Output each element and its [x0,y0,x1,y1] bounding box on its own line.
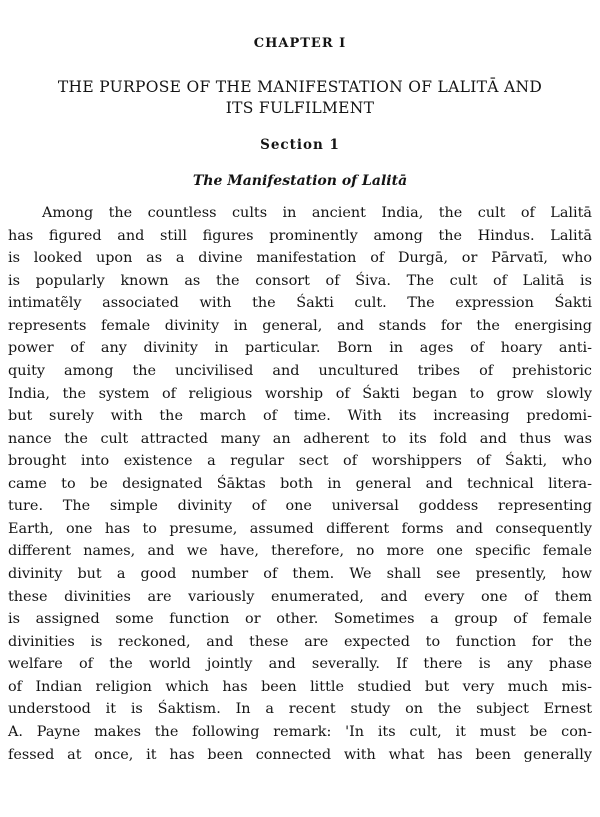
text-line: intimatẽly associated with the Śakti cult. The expression Śakti [8,295,592,312]
body-text [8,202,592,766]
text-line: India, the system of religious worship of Śakti began to grow slowly [8,385,592,402]
text-line: different names, and we have, therefore, no more one specific female [8,543,592,560]
chapter-title-line: ITS FULFILMENT [225,99,375,117]
text-line: is popularly known as the consort of Śiva. The cult of Lalitā is [8,272,592,289]
text-line: power of any divinity in particular. Born in ages of hoary anti- [8,340,592,357]
text-line: ture. The simple divinity of one universal goddess representing [8,498,592,515]
text-line: brought into existence a regular sect of worshippers of Śakti, who [8,453,592,470]
section-subtitle: The Manifestation of Lalitā [192,173,408,189]
text-line: quity among the uncivilised and uncultured tribes of prehistoric [8,362,592,379]
text-line: A. Payne makes the following remark: 'In its cult, it must be con- [8,723,592,740]
text-line: of Indian religion which has been little studied but very much mis- [8,678,592,695]
text-line: but surely with the march of time. With its increasing predomi- [8,408,592,425]
text-line: divinities is reckoned, and these are expected to function for the [8,633,592,650]
text-line: came to be designated Śāktas both in general and technical litera- [8,475,592,492]
text-line: nance the cult attracted many an adherent to its fold and thus was [8,430,592,447]
chapter-title-line: THE PURPOSE OF THE MANIFESTATION OF LALITĀ AND [57,78,543,96]
text-line: Among the countless cults in ancient India, the cult of Lalitā [42,205,592,221]
text-line: welfare of the world jointly and severally. If there is any phase [8,656,592,673]
text-line: understood it is Śaktism. In a recent study on the subject Ernest [8,701,592,718]
text-line: Earth, one has to presume, assumed different forms and consequently [8,520,592,537]
chapter-title [0,77,600,119]
text-line: is assigned some function or other. Sometimes a group of female [8,611,592,628]
text-line: fessed at once, it has been connected with what has been generally [8,746,592,763]
text-line: divinity but a good number of them. We shall see presently, how [8,566,592,582]
text-line: these divinities are variously enumerated, and every one of them [8,588,592,605]
text-line: has figured and still figures prominently among the Hindus. Lalitā [8,227,592,244]
text-line: is looked upon as a divine manifestation of Durgā, or Pārvatī, who [8,250,592,267]
text-line: represents female divinity in general, and stands for the energising [8,317,592,334]
section-heading: Section 1 [260,137,340,153]
chapter-heading: CHAPTER I [253,36,347,51]
